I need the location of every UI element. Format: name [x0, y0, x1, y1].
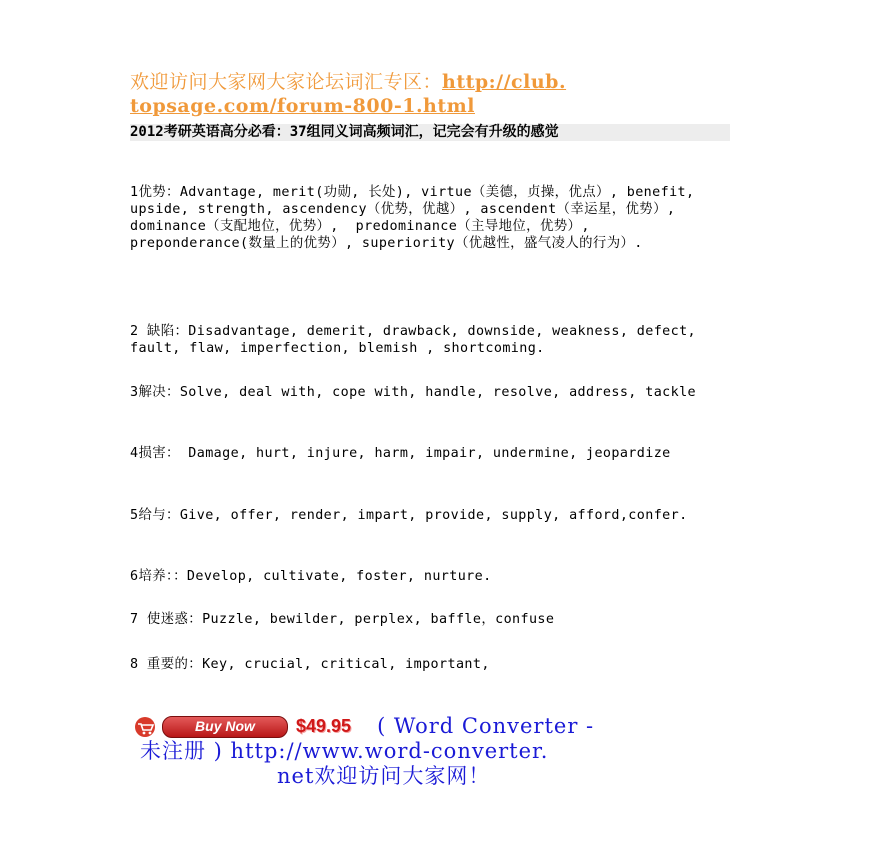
entry-give: 5给与：Give, offer, render, impart, provide, supply, afford,confer.	[130, 508, 688, 523]
converter-footer	[132, 714, 752, 789]
footer-line-1	[132, 714, 752, 739]
entry-damage: 4损害： Damage, hurt, injure, harm, impair, undermine, jeopardize	[130, 446, 671, 461]
entry-advantage: 1优势：Advantage, merit(功勋, 长处), virtue（美德，贞操，优点）, benefit, upside, strength, ascendency（优势，优越）, ascendent（幸运星，优势）, dominance（支配地位，优势）, predominance（主导地位，优势）, preponderance(数量上的优势）, superiority（优越性，盛气凌人的行为）.	[130, 185, 703, 251]
footer-line-3[interactable]: net欢迎访问大家网！	[277, 764, 491, 788]
buy-now-button[interactable]: Buy Now	[162, 716, 288, 738]
document-title: 2012考研英语高分必看：37组同义词高频词汇，记完会有升级的感觉	[130, 124, 730, 141]
shopping-cart-icon[interactable]	[132, 716, 158, 738]
entry-important: 8 重要的：Key, crucial, critical, important,	[130, 657, 490, 672]
entry-puzzle: 7 使迷惑：Puzzle, bewilder, perplex, baffle，confuse	[130, 612, 555, 627]
footer-line-2[interactable]: 未注册 ) http://www.word-converter.	[140, 739, 549, 763]
entry-disadvantage: 2 缺陷：Disadvantage, demerit, drawback, downside, weakness, defect, fault, flaw, imperfection, blemish , shortcoming.	[130, 324, 705, 356]
price-label: $49.95	[296, 716, 352, 736]
header-line-1	[130, 71, 770, 94]
header-line-2	[130, 95, 770, 118]
forum-link-part2[interactable]: topsage.com/forum-800-1.html	[130, 95, 475, 117]
footer-line-1-text: ( Word Converter -	[377, 714, 595, 738]
entry-solve: 3解决：Solve, deal with, cope with, handle, resolve, address, tackle	[130, 385, 697, 400]
header-prefix: 欢迎访问大家网大家论坛词汇专区：	[130, 71, 443, 93]
forum-link-part1[interactable]: http://club.	[442, 71, 567, 93]
entry-develop: 6培养：：Develop, cultivate, foster, nurture.	[130, 569, 492, 584]
